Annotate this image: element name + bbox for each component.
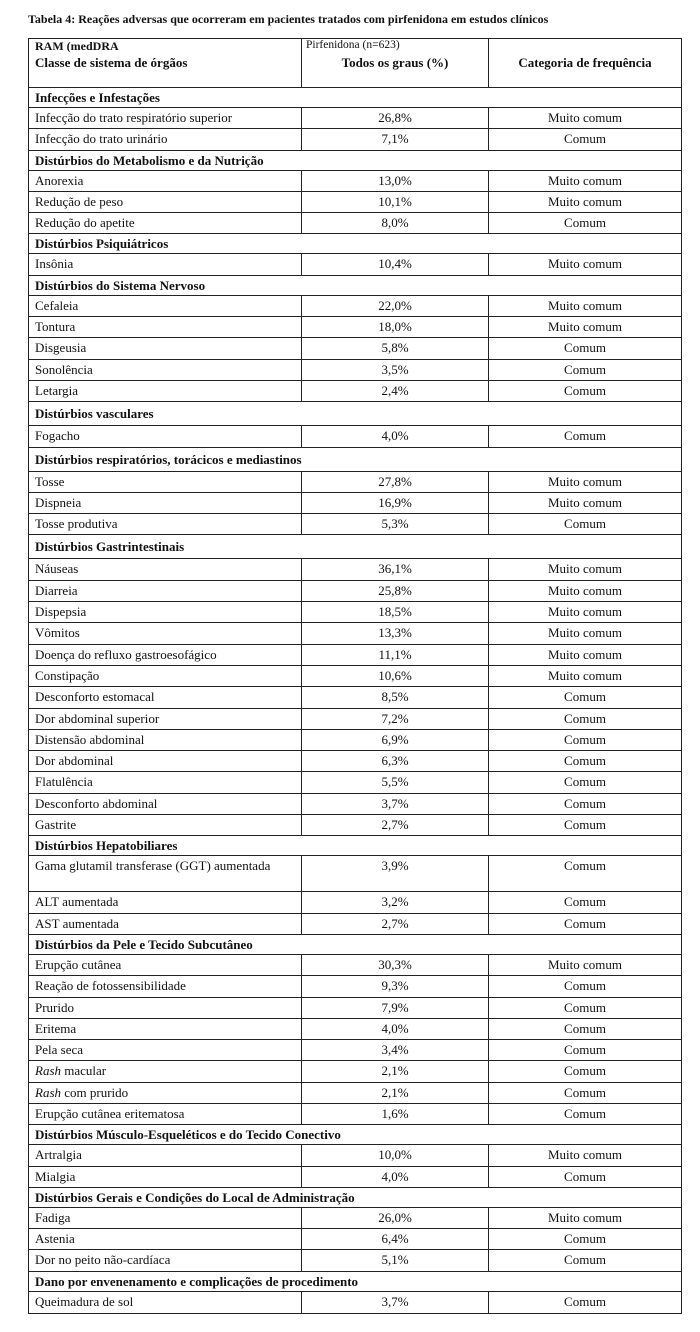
table-row <box>29 1019 681 1040</box>
reaction-name: Mialgia <box>35 1168 76 1184</box>
table-row <box>29 1208 681 1229</box>
section-heading: Distúrbios do Sistema Nervoso <box>29 276 681 296</box>
reaction-frequency: Muito comum <box>488 602 681 622</box>
reaction-frequency: Comum <box>488 426 681 446</box>
reaction-frequency: Comum <box>488 1250 681 1270</box>
reaction-name: Desconforto estomacal <box>35 689 155 705</box>
reaction-frequency: Muito comum <box>488 317 681 337</box>
reaction-percent: 25,8% <box>301 581 488 601</box>
reaction-percent: 10,0% <box>301 1145 488 1165</box>
table-row <box>29 709 681 730</box>
section-heading: Distúrbios respiratórios, torácicos e mediastinos <box>29 448 681 472</box>
reaction-name: Fadiga <box>35 1209 71 1225</box>
reaction-percent: 4,0% <box>301 1167 488 1187</box>
reaction-name: Eritema <box>35 1020 77 1036</box>
reaction-name: Cefaleia <box>35 297 79 313</box>
table-body <box>29 88 681 1313</box>
table-row <box>29 998 681 1019</box>
reaction-percent: 10,4% <box>301 254 488 274</box>
reaction-frequency: Muito comum <box>488 955 681 975</box>
reaction-name: Erupção cutânea eritematosa <box>35 1105 185 1121</box>
reaction-percent: 26,0% <box>301 1208 488 1228</box>
reaction-name: Anorexia <box>35 172 84 188</box>
reaction-frequency: Comum <box>488 914 681 934</box>
reaction-percent: 36,1% <box>301 559 488 579</box>
reaction-frequency: Comum <box>488 381 681 401</box>
reaction-frequency: Muito comum <box>488 666 681 686</box>
table-row <box>29 493 681 514</box>
reaction-name: Artralgia <box>35 1147 82 1163</box>
reaction-name: Queimadura de sol <box>35 1293 134 1309</box>
table-row <box>29 914 681 935</box>
section-heading: Distúrbios Hepatobiliares <box>29 836 681 856</box>
reaction-name: Letargia <box>35 382 79 398</box>
reaction-name: Desconforto abdominal <box>35 795 158 811</box>
reaction-frequency: Comum <box>488 129 681 149</box>
header-frequency: Categoria de frequência <box>488 55 681 87</box>
reaction-name: Diarreia <box>35 582 78 598</box>
reaction-name: Pela seca <box>35 1042 84 1058</box>
reaction-frequency: Comum <box>488 1061 681 1081</box>
section-heading: Dano por envenenamento e complicações de procedimento <box>29 1272 681 1292</box>
reaction-frequency: Muito comum <box>488 645 681 665</box>
reaction-name: Infecção do trato urinário <box>35 131 168 147</box>
reaction-frequency: Comum <box>488 1019 681 1039</box>
table-row <box>29 892 681 913</box>
reaction-name: Reação de fotossensibilidade <box>35 978 186 994</box>
reaction-percent: 11,1% <box>301 645 488 665</box>
reaction-percent: 27,8% <box>301 472 488 492</box>
table-row <box>29 955 681 976</box>
reaction-frequency: Muito comum <box>488 1145 681 1165</box>
reaction-percent: 8,5% <box>301 687 488 707</box>
reaction-frequency: Comum <box>488 794 681 814</box>
table-row <box>29 751 681 772</box>
table-row <box>29 108 681 129</box>
table-header <box>29 55 681 88</box>
table-row <box>29 1292 681 1313</box>
reaction-name: Náuseas <box>35 561 79 577</box>
section-heading: Distúrbios vasculares <box>29 402 681 426</box>
reaction-percent: 5,3% <box>301 514 488 534</box>
reaction-name: Dispneia <box>35 494 82 510</box>
reaction-percent: 7,1% <box>301 129 488 149</box>
reaction-frequency: Comum <box>488 751 681 771</box>
section-heading: Distúrbios da Pele e Tecido Subcutâneo <box>29 935 681 955</box>
reaction-name: Doença do refluxo gastroesofágico <box>35 646 217 662</box>
table-row <box>29 772 681 793</box>
table-row <box>29 856 681 892</box>
table-row <box>29 645 681 666</box>
table-row <box>29 815 681 836</box>
reaction-percent: 4,0% <box>301 426 488 446</box>
reaction-name: Tosse <box>35 473 65 489</box>
table-row <box>29 192 681 213</box>
reaction-name: Gama glutamil transferase (GGT) aumentada <box>35 858 271 874</box>
table-row <box>29 1083 681 1104</box>
table-row <box>29 317 681 338</box>
reaction-percent: 2,1% <box>301 1083 488 1103</box>
table-row <box>29 426 681 447</box>
reaction-name: Tontura <box>35 319 76 335</box>
reaction-name: Distensão abdominal <box>35 731 145 747</box>
reaction-percent: 13,0% <box>301 171 488 191</box>
reaction-frequency: Comum <box>488 856 681 891</box>
reaction-percent: 7,9% <box>301 998 488 1018</box>
table-row <box>29 472 681 493</box>
table-caption: Tabela 4: Reações adversas que ocorreram em pacientes tratados com pirfenidona em estudos clínicos <box>28 12 549 26</box>
reaction-percent: 5,1% <box>301 1250 488 1270</box>
table-row <box>29 623 681 644</box>
header-ram-label: RAM (medDRA <box>35 39 119 53</box>
reaction-name: Redução de peso <box>35 193 124 209</box>
reaction-name: Sonolência <box>35 361 93 377</box>
reaction-frequency: Comum <box>488 1292 681 1313</box>
table-row <box>29 514 681 535</box>
reaction-name: Insônia <box>35 256 74 272</box>
reaction-name: Fogacho <box>35 428 80 444</box>
section-heading: Infecções e Infestações <box>29 88 681 108</box>
section-heading: Distúrbios Gastrintestinais <box>29 535 681 559</box>
reaction-percent: 5,5% <box>301 772 488 792</box>
reaction-percent: 2,7% <box>301 914 488 934</box>
reaction-name: Dispepsia <box>35 604 87 620</box>
reaction-name: Erupção cutânea <box>35 956 122 972</box>
reaction-frequency: Comum <box>488 1083 681 1103</box>
reaction-name: Flatulência <box>35 774 93 790</box>
reaction-percent: 3,5% <box>301 360 488 380</box>
table-row <box>29 666 681 687</box>
table-row <box>29 730 681 751</box>
reaction-frequency: Muito comum <box>488 623 681 643</box>
reaction-percent: 2,1% <box>301 1061 488 1081</box>
reaction-frequency: Muito comum <box>488 472 681 492</box>
reaction-name: Rash macular <box>35 1063 107 1079</box>
reaction-percent: 2,4% <box>301 381 488 401</box>
reaction-percent: 4,0% <box>301 1019 488 1039</box>
adverse-reactions-table <box>28 38 682 1314</box>
reaction-name: Constipação <box>35 667 100 683</box>
reaction-frequency: Muito comum <box>488 1208 681 1228</box>
table-row <box>29 581 681 602</box>
reaction-percent: 3,7% <box>301 794 488 814</box>
reaction-percent: 26,8% <box>301 108 488 128</box>
table-row <box>29 794 681 815</box>
reaction-name: Prurido <box>35 999 74 1015</box>
reaction-frequency: Muito comum <box>488 108 681 128</box>
reaction-name: Rash com prurido <box>35 1084 129 1100</box>
reaction-percent: 16,9% <box>301 493 488 513</box>
reaction-percent: 5,8% <box>301 338 488 358</box>
reaction-percent: 3,9% <box>301 856 488 891</box>
reaction-frequency: Comum <box>488 687 681 707</box>
reaction-name: Dor abdominal <box>35 753 114 769</box>
reaction-percent: 2,7% <box>301 815 488 835</box>
reaction-percent: 6,9% <box>301 730 488 750</box>
reaction-frequency: Muito comum <box>488 192 681 212</box>
reaction-percent: 18,0% <box>301 317 488 337</box>
table-row <box>29 1229 681 1250</box>
reaction-frequency: Muito comum <box>488 254 681 274</box>
table-row <box>29 1104 681 1125</box>
reaction-frequency: Comum <box>488 360 681 380</box>
reaction-percent: 3,4% <box>301 1040 488 1060</box>
table-row <box>29 213 681 234</box>
header-all-grades: Todos os graus (%) <box>301 55 488 87</box>
table-header-top <box>29 39 681 55</box>
reaction-frequency: Comum <box>488 892 681 912</box>
reaction-frequency: Comum <box>488 998 681 1018</box>
reaction-percent: 22,0% <box>301 296 488 316</box>
table-row <box>29 171 681 192</box>
header-drug-label: Pirfenidona (n=623) <box>301 39 488 55</box>
table-row <box>29 687 681 708</box>
reaction-frequency: Comum <box>488 976 681 996</box>
reaction-frequency: Muito comum <box>488 581 681 601</box>
reaction-percent: 13,3% <box>301 623 488 643</box>
header-organ-class: Classe de sistema de órgãos <box>35 55 188 70</box>
reaction-frequency: Comum <box>488 514 681 534</box>
reaction-percent: 10,6% <box>301 666 488 686</box>
reaction-percent: 9,3% <box>301 976 488 996</box>
reaction-frequency: Comum <box>488 730 681 750</box>
table-row <box>29 296 681 317</box>
reaction-name: Tosse produtiva <box>35 516 118 532</box>
table-row <box>29 1250 681 1271</box>
reaction-frequency: Comum <box>488 1104 681 1124</box>
reaction-percent: 3,2% <box>301 892 488 912</box>
section-heading: Distúrbios do Metabolismo e da Nutrição <box>29 151 681 171</box>
reaction-frequency: Comum <box>488 1040 681 1060</box>
reaction-name: Gastrite <box>35 817 77 833</box>
table-row <box>29 1167 681 1188</box>
section-heading: Distúrbios Músculo-Esqueléticos e do Tecido Conectivo <box>29 1125 681 1145</box>
reaction-name: Astenia <box>35 1231 75 1247</box>
table-row <box>29 1040 681 1061</box>
reaction-percent: 10,1% <box>301 192 488 212</box>
reaction-frequency: Muito comum <box>488 559 681 579</box>
reaction-name: ALT aumentada <box>35 894 119 910</box>
reaction-name: Redução do apetite <box>35 215 135 231</box>
reaction-frequency: Comum <box>488 815 681 835</box>
table-row <box>29 254 681 275</box>
reaction-percent: 3,7% <box>301 1292 488 1313</box>
reaction-frequency: Muito comum <box>488 171 681 191</box>
table-row <box>29 381 681 402</box>
reaction-frequency: Comum <box>488 709 681 729</box>
table-row <box>29 1061 681 1082</box>
reaction-name: Infecção do trato respiratório superior <box>35 110 233 125</box>
reaction-percent: 8,0% <box>301 213 488 233</box>
reaction-percent: 1,6% <box>301 1104 488 1124</box>
reaction-name: Dor no peito não-cardíaca <box>35 1252 171 1268</box>
table-row <box>29 559 681 580</box>
table-row <box>29 360 681 381</box>
table-row <box>29 1145 681 1166</box>
reaction-percent: 6,4% <box>301 1229 488 1249</box>
reaction-frequency: Comum <box>488 1167 681 1187</box>
reaction-name: AST aumentada <box>35 915 119 931</box>
table-row <box>29 602 681 623</box>
reaction-frequency: Comum <box>488 1229 681 1249</box>
reaction-percent: 6,3% <box>301 751 488 771</box>
reaction-frequency: Muito comum <box>488 296 681 316</box>
reaction-percent: 7,2% <box>301 709 488 729</box>
reaction-name: Vômitos <box>35 625 80 641</box>
reaction-frequency: Comum <box>488 213 681 233</box>
section-heading: Distúrbios Psiquiátricos <box>29 234 681 254</box>
reaction-percent: 18,5% <box>301 602 488 622</box>
table-row <box>29 976 681 997</box>
reaction-name: Dor abdominal superior <box>35 710 160 726</box>
reaction-frequency: Comum <box>488 772 681 792</box>
table-row <box>29 129 681 150</box>
reaction-name: Disgeusia <box>35 340 87 356</box>
reaction-frequency: Muito comum <box>488 493 681 513</box>
reaction-frequency: Comum <box>488 338 681 358</box>
section-heading: Distúrbios Gerais e Condições do Local de Administração <box>29 1188 681 1208</box>
reaction-percent: 30,3% <box>301 955 488 975</box>
table-row <box>29 338 681 359</box>
